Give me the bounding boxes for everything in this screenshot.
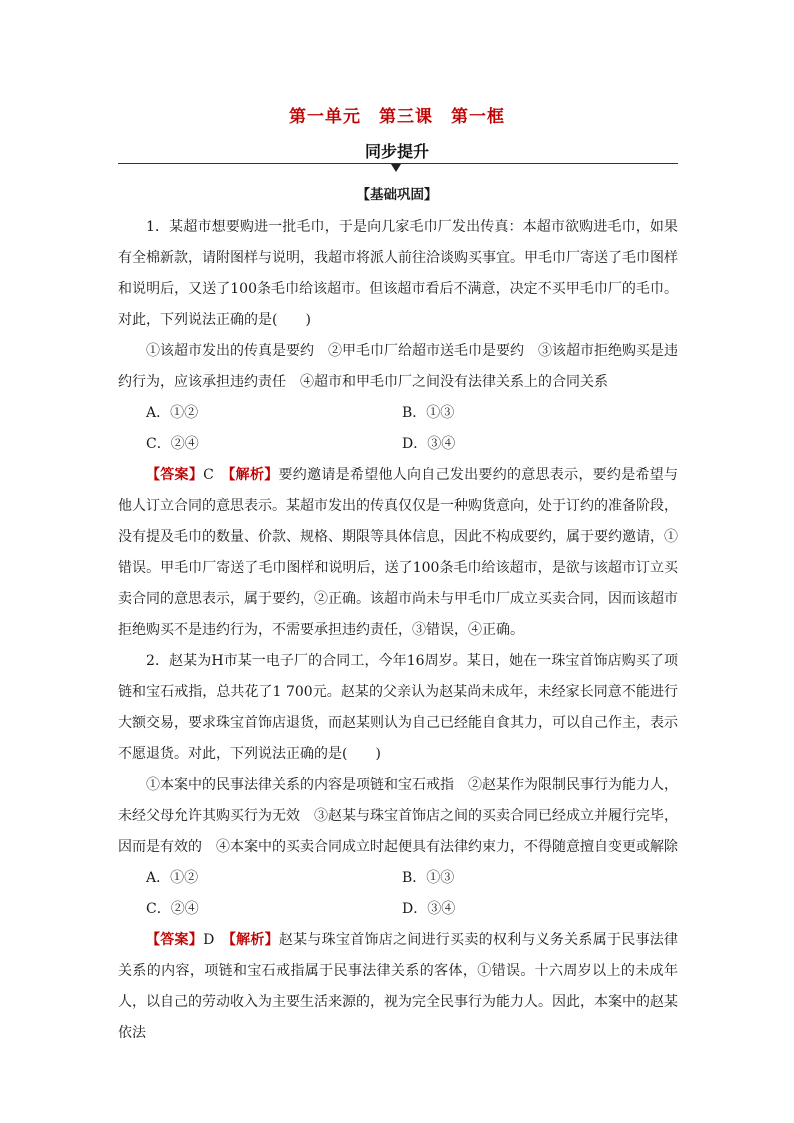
option-row (118, 398, 678, 429)
analysis-label: 【解析】 (228, 932, 279, 948)
option-d: D．③④ (402, 436, 456, 452)
option-c: C．②④ (146, 901, 199, 917)
answer-value: D (203, 932, 215, 948)
question-stem: 2．赵某为H市某一电子厂的合同工，今年16周岁。某日，她在一珠宝首饰店购买了项链和宝石戒指，总共花了1 700元。赵某的父亲认为赵某尚未成年，未经家长同意不能进行大额交易，要求珠宝首饰店退货，而赵某则认为自己已经能自食其力，可以自己作主，表示不愿退货。对此，下列说法正确的是( ) (118, 653, 678, 762)
triangle-marker-icon (391, 164, 401, 172)
option-a: A．①② (146, 870, 199, 886)
page-title: 第一单元 第三课 第一框 (289, 107, 505, 127)
option-row (118, 429, 678, 460)
answer-label: 【答案】 (146, 467, 204, 483)
section-heading: 【基础巩固】 (356, 187, 438, 203)
answer-analysis (118, 460, 678, 646)
answer-label: 【答案】 (146, 932, 204, 948)
option-row (118, 894, 678, 925)
analysis-text: 要约邀请是希望他人向自己发出要约的意思表示，要约是希望与他人订立合同的意思表示。某超市发出的传真仅仅是一种购货意向，处于订约的准备阶段，没有提及毛巾的数量、价款、规格、期限等具体信息，因此不构成要约，属于要约邀请，①错误。甲毛巾厂寄送了毛巾图样和说明后，送了100条毛巾给该超市，是欲与该超市订立买卖合同的意思表示，属于要约，②正确。该超市尚未与甲毛巾厂成立买卖合同，因而该超市拒绝购买不是违约行为，不需要承担违约责任，③错误，④正确。 (118, 467, 679, 638)
analysis-label: 【解析】 (228, 467, 279, 483)
question-statements: ①该超市发出的传真是要约 ②甲毛巾厂给超市送毛巾是要约 ③该超市拒绝购买是违约行为，应该承担违约责任 ④超市和甲毛巾厂之间没有法律关系上的合同关系 (118, 343, 678, 390)
option-a: A．①② (146, 405, 199, 421)
question-1 (118, 212, 678, 646)
answer-value: C (203, 467, 214, 483)
question-2 (118, 646, 678, 1049)
page-subtitle: 同步提升 (364, 142, 429, 161)
option-c: C．②④ (146, 436, 199, 452)
question-stem: 1．某超市想要购进一批毛巾，于是向几家毛巾厂发出传真：本超市欲购进毛巾，如果有全棉新款，请附图样与说明，我超市将派人前往洽谈购买事宜。甲毛巾厂寄送了毛巾图样和说明后，又送了100条毛巾给该超市。但该超市看后不满意，决定不买甲毛巾厂的毛巾。对此，下列说法正确的是( ) (118, 219, 678, 328)
document-body (118, 212, 678, 1049)
question-statements: ①本案中的民事法律关系的内容是项链和宝石戒指 ②赵某作为限制民事行为能力人，未经父母允许其购买行为无效 ③赵某与珠宝首饰店之间的买卖合同已经成立并履行完毕，因而是有效的 ④本案中的买卖合同成立时起便具有法律约束力，不得随意擅自变更或解除 (118, 777, 678, 855)
option-d: D．③④ (402, 901, 456, 917)
option-b: B．①③ (402, 870, 455, 886)
option-b: B．①③ (402, 405, 455, 421)
analysis-text: 赵某与珠宝首饰店之间进行买卖的权利与义务关系属于民事法律关系的内容，项链和宝石戒指属于民事法律关系的客体，①错误。十六周岁以上的未成年人，以自己的劳动收入为主要生活来源的，视为完全民事行为能力人。因此，本案中的赵某依法 (118, 932, 679, 1041)
answer-analysis (118, 925, 678, 1049)
option-row (118, 863, 678, 894)
